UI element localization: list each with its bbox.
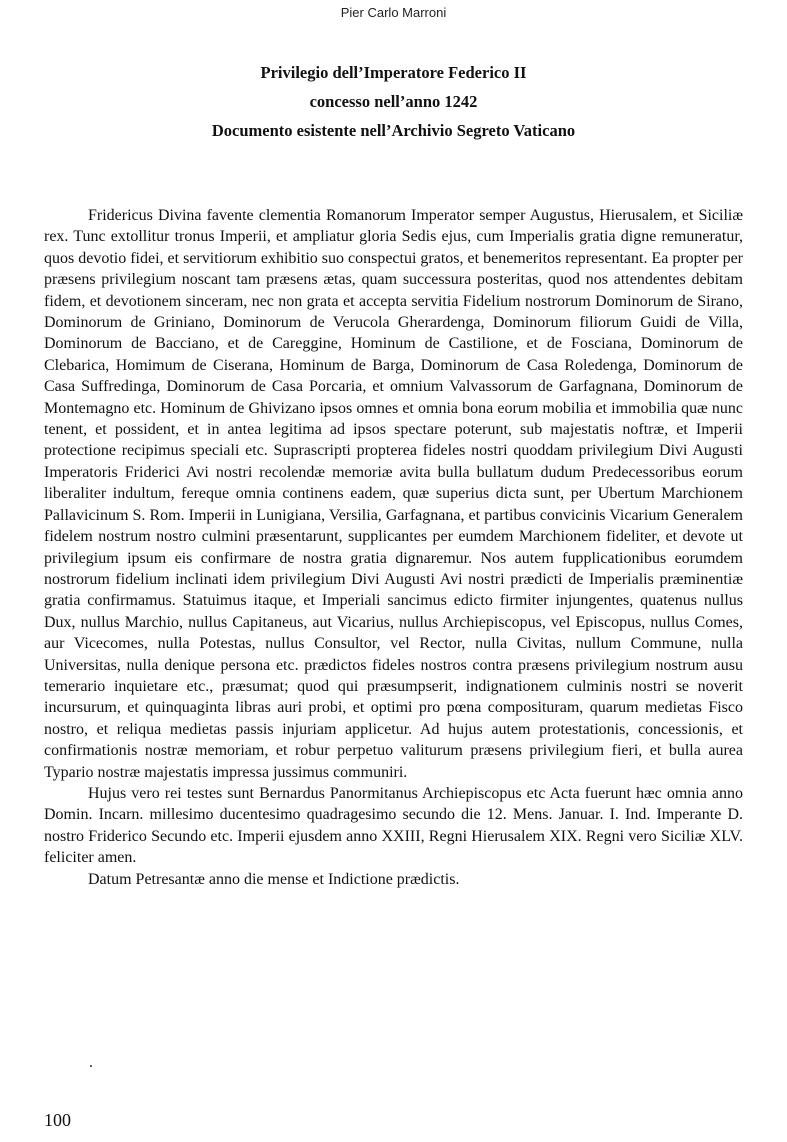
body-text	[44, 205, 743, 890]
title-line-1: Privilegio dell’Imperatore Federico II	[260, 63, 527, 82]
title-line-2: concesso nell’anno 1242	[309, 92, 478, 111]
running-header: Pier Carlo Marroni	[340, 5, 447, 20]
paragraph-privilege: Fridericus Divina favente clementia Romanorum Imperator semper Augustus, Hierusalem, et Siciliæ rex. Tunc extollitur tronus Imperii, et ampliatur gloria Sedis ejus, cum Imperialis gratia digne remuneratur, quos devotio fidei, et servitiorum exhibitio suo conspectui gratos, et benemeritos representant. Ea propter per præsens privilegium noscant tam præsens ætas, quam successura posteritas, quod nos attendentes debitam fidem, et devotionem sinceram, nec non grata et accepta servitia Fidelium nostrorum Dominorum de Sirano, Dominorum de Griniano, Dominorum de Verucola Gherardenga, Dominorum filiorum Guidi de Villa, Dominorum de Bacciano, et de Careggine, Hominum de Castilione, et de Fosciana, Dominorum de Clebarica, Homimum de Ciserana, Hominum de Barga, Dominorum de Casa Roledenga, Dominorum de Casa Suffredinga, Dominorum de Casa Porcaria, et omnium Valvassorum de Garfagnana, Dominorum de Montemagno etc. Hominum de Ghivizano ipsos omnes et omnia bona eorum mobilia et immobilia quæ nunc tenent, et possident, et in antea legitima ad ipsos spectare poterunt, sub majestatis noftræ, et Imperii protectione recipimus speciali etc. Suprascripti propterea fideles nostri quoddam privilegium Divi Augusti Imperatoris Friderici Avi nostri recolendæ memoriæ avita bulla bullatum dudum Predecessoribus eorum liberaliter indultum, fereque omnia continens eadem, quæ superius dicta sunt, per Ubertum Marchionem Pallavicinum S. Rom. Imperii in Lunigiana, Versilia, Garfagnana, et partibus convicinis Vicarium Generalem fidelem nostrum nostro culmini præsentarunt, supplicantes per eumdem Marchionem fideliter, et devote ut privilegium ipsum eis confirmare de nostra gratia dignaremur. Nos autem fupplicationibus eorumdem nostrorum fidelium inclinati idem privilegium Divi Augusti Avi nostri prædicti de Imperialis præminentiæ gratia confirmamus. Statuimus itaque, et Imperiali sancimus edicto firmiter injungentes, quatenus nullus Dux, nullus Marchio, nullus Capitaneus, aut Vicarius, nullus Archiepiscopus, vel Episcopus, nullus Comes, aur Vicecomes, nulla Potestas, nullus Consultor, vel Rector, nulla Civitas, nullum Commune, nulla Universitas, nulla denique persona etc. prædictos fideles nostros contra præsens privilegium nostrum ausu temerario inquietare etc., præsumat; quod qui præsumpserit, indignationem culminis nostri se noverit incursurum, et quinquaginta libras auri probi, et optimi pro pœna composituram, quarum medietas Fisco nostro, et reliqua medietas passis injuriam applicetur. Ad hujus autem protestationis, concessionis, et confirmationis nostræ memoriam, et robur perpetuo valiturum præsens privilegium fieri, et bulla aurea Typario nostræ majestatis impressa jussimus communiri.	[44, 207, 743, 781]
paragraph-datum: Datum Petresantæ anno die mense et Indictione prædictis.	[88, 870, 460, 888]
page-number: 100	[44, 1110, 71, 1130]
title-line-3: Documento esistente nell’Archivio Segreto Vaticano	[211, 121, 576, 140]
paragraph-witnesses: Hujus vero rei testes sunt Bernardus Panormitanus Archiepiscopus etc Acta fuerunt hæc omnia anno Domin. Incarn. millesimo ducentesimo quadragesimo secundo die 12. Mens. Januar. I. Ind. Imperante D. nostro Friderico Secundo etc. Imperii ejusdem anno XXIII, Regni Hierusalem XIX. Regni vero Siciliæ XLV. feliciter amen.	[44, 784, 743, 867]
stray-mark: .	[89, 1054, 93, 1071]
document-title	[0, 58, 787, 145]
